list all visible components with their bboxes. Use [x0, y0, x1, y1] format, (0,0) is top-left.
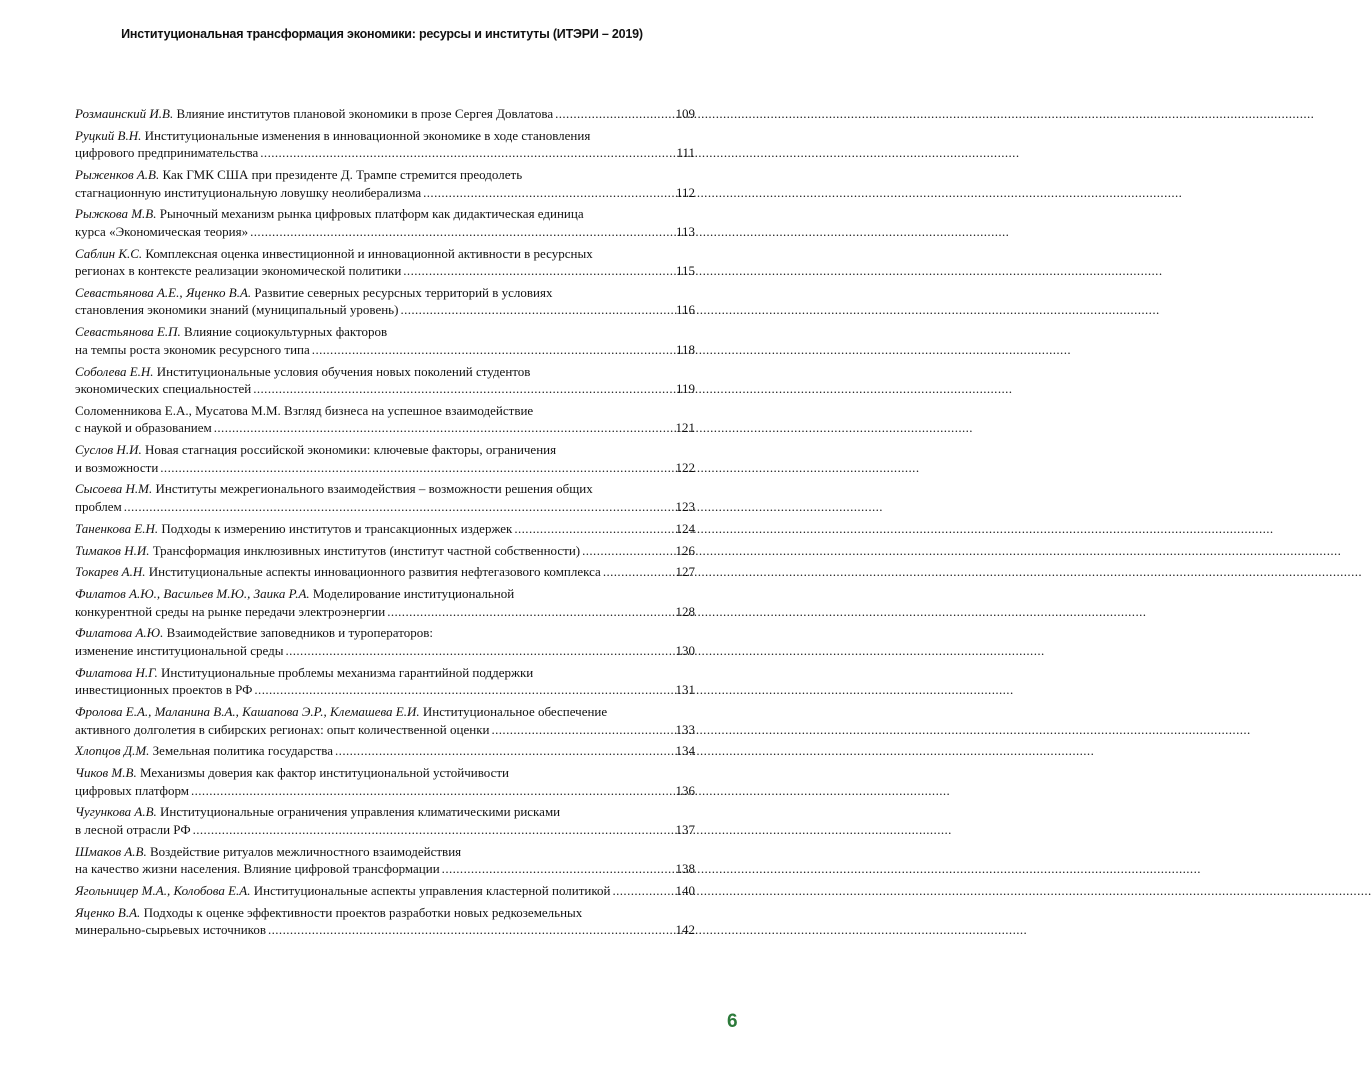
toc-entry-title: Подходы к оценке эффективности проектов разработки новых редкоземельных — [143, 904, 583, 920]
toc-entry-title: в лесной отрасли РФ — [75, 821, 191, 837]
toc-entry-authors: Ягольницер М.А., Колобова Е.А. — [75, 883, 251, 899]
toc-entry-title: Институциональные проблемы механизма гарантийной поддержки — [161, 664, 534, 680]
toc-entry-page: 121 — [675, 420, 695, 436]
toc-leader-dots — [253, 380, 671, 398]
toc-entry-title: Институциональные аспекты управления кластерной политикой — [253, 883, 611, 899]
toc-entry[interactable] — [75, 127, 695, 162]
toc-leader-dots — [214, 419, 671, 437]
toc-entry[interactable] — [75, 480, 695, 515]
toc-entry-title: Институциональные ограничения управления климатическими рисками — [160, 804, 561, 820]
toc-entry-page: 128 — [675, 603, 695, 619]
toc-entry[interactable] — [75, 624, 695, 659]
toc-leader-dots — [555, 105, 671, 123]
toc-entry-title: Институциональные изменения в инновационной экономике в ходе становления — [144, 127, 591, 143]
toc-entry[interactable] — [75, 105, 695, 123]
toc-leader-dots — [612, 882, 671, 900]
toc-leader-dots — [250, 223, 671, 241]
toc-entry-page: 122 — [675, 459, 695, 475]
toc-entry-authors: Сысоева Н.М. — [75, 481, 153, 497]
toc-entry-page: 137 — [675, 821, 695, 837]
toc-entry[interactable] — [75, 803, 695, 838]
toc-entry-title: цифрового предпринимательства — [75, 145, 259, 161]
toc-leader-dots — [160, 459, 671, 477]
toc-entry-title: Как ГМК США при президенте Д. Трампе стремится преодолеть — [162, 167, 523, 183]
toc-entry-title: минерально-сырьевых источников — [75, 922, 266, 938]
toc-entry-title: Рыночный механизм рынка цифровых платформ как дидактическая единица — [159, 206, 584, 222]
toc-entry-authors: Филатова Н.Г. — [75, 664, 158, 680]
toc-entry-page: 113 — [675, 223, 695, 239]
toc-entry-authors: Соболева Е.Н. — [75, 363, 154, 379]
toc-leader-dots — [514, 520, 671, 538]
toc-entry-authors: Саблин К.С. — [75, 245, 143, 261]
toc-entry-title: цифровых платформ — [75, 782, 189, 798]
toc-entry-title: стагнационную институциональную ловушку неолиберализма — [75, 184, 422, 200]
toc-entry-authors: Филатов А.Ю., Васильев М.Ю., Заика Р.А. — [75, 586, 310, 602]
toc-entry-page: 140 — [675, 883, 695, 899]
toc-leader-dots — [442, 860, 671, 878]
toc-entry-title: Взаимодействие заповедников и туроператоров: — [166, 625, 433, 641]
toc-entry[interactable] — [75, 323, 695, 358]
toc-entry-title: и возможности — [75, 459, 159, 475]
toc-entry-authors: Чиков М.В. — [75, 765, 137, 781]
toc-entry-title: становления экономики знаний (муниципальный уровень) — [75, 302, 399, 318]
toc-entry-page: 109 — [675, 106, 695, 121]
toc-entry-title: курса «Экономическая теория» — [75, 223, 249, 239]
toc-entry-authors: Шмаков А.В. — [75, 843, 147, 859]
page-number: 6 — [727, 1011, 738, 1032]
running-header: Институциональная трансформация экономики: ресурсы и институты (ИТЭРИ – 2019) — [121, 27, 643, 41]
toc-entry-title: инвестиционных проектов в РФ — [75, 682, 253, 698]
toc-entry[interactable] — [75, 205, 695, 240]
toc-entry-authors: Филатова А.Ю. — [75, 625, 164, 641]
toc-entry[interactable] — [75, 882, 695, 900]
toc-entry-page: 124 — [675, 520, 695, 536]
toc-leader-dots — [268, 921, 671, 939]
toc-entry-authors: Рыжкова М.В. — [75, 206, 157, 222]
toc-leader-dots — [191, 782, 671, 800]
toc-entry-title: Развитие северных ресурсных территорий в условиях — [254, 284, 553, 300]
toc-leader-dots — [254, 681, 671, 699]
toc-leader-dots — [423, 184, 671, 202]
toc-entry-page: 116 — [675, 302, 695, 318]
toc-leader-dots — [603, 563, 671, 581]
toc-entry-title: с наукой и образованием — [75, 420, 212, 436]
toc-entry-title: на темпы роста экономик ресурсного типа — [75, 341, 310, 357]
toc-entry-title: Воздействие ритуалов межличностного взаимодействия — [149, 843, 462, 859]
toc-leader-dots — [285, 642, 671, 660]
toc-entry-authors: Хлопцов Д.М. — [75, 743, 150, 759]
toc-entry-title: Институциональное обеспечение — [422, 704, 608, 720]
toc-entry-page: 126 — [675, 542, 695, 558]
toc-entry[interactable] — [75, 764, 695, 799]
toc-entry-title: Институциональные условия обучения новых поколений студентов — [156, 363, 531, 379]
toc-entry[interactable] — [75, 402, 695, 437]
toc-entry-title: Взгляд бизнеса на успешное взаимодействие — [284, 402, 534, 418]
toc-leader-dots — [403, 262, 671, 280]
toc-entry-title: Влияние институтов плановой экономики в прозе Сергея Довлатова — [176, 106, 554, 121]
toc-entry[interactable] — [75, 245, 695, 280]
toc-entry-title: регионах в контексте реализации экономической политики — [75, 263, 402, 279]
toc-entry-authors: Руцкий В.Н. — [75, 127, 142, 143]
toc-entry-title: конкурентной среды на рынке передачи электроэнергии — [75, 603, 386, 619]
toc-leader-dots — [491, 721, 671, 739]
toc-entry[interactable] — [75, 284, 695, 319]
toc-entry-authors: Суслов Н.И. — [75, 442, 142, 458]
toc-entry-page: 119 — [675, 381, 695, 397]
toc-entry[interactable] — [75, 664, 695, 699]
toc-leader-dots — [260, 144, 671, 162]
toc-entry-authors: Севастьянова А.Е., Яценко В.А. — [75, 284, 252, 300]
toc-entry-page: 133 — [675, 721, 695, 737]
toc-leader-dots — [400, 301, 671, 319]
toc-entry-authors: Севастьянова Е.П. — [75, 324, 181, 340]
toc-entry-authors: Токарев А.Н. — [75, 564, 146, 580]
toc-leader-dots — [312, 341, 671, 359]
toc-entry-authors: Яценко В.А. — [75, 904, 141, 920]
toc-entry[interactable] — [75, 585, 695, 620]
toc-entry-title: Земельная политика государства — [152, 743, 334, 759]
toc-leader-dots — [124, 498, 671, 516]
toc-entry-page: 130 — [675, 642, 695, 658]
toc-entry[interactable] — [75, 904, 695, 939]
toc-entry-title: Моделирование институциональной — [312, 586, 515, 602]
toc-entry-page: 118 — [675, 341, 695, 357]
toc-entry-title: проблем — [75, 498, 122, 514]
toc-entry-page: 131 — [675, 682, 695, 698]
toc-entry-authors: Фролова Е.А., Маланина В.А., Кашапова Э.Р., Клемашева Е.И. — [75, 704, 420, 720]
toc-entry[interactable] — [75, 843, 695, 878]
toc-entry-page: 138 — [675, 861, 695, 877]
toc-entry[interactable] — [75, 563, 695, 581]
toc-entry-page: 111 — [676, 145, 695, 161]
table-of-contents — [75, 105, 695, 943]
toc-entry-authors: Рыженков А.В. — [75, 167, 160, 183]
toc-entry-title: Механизмы доверия как фактор институциональной устойчивости — [139, 765, 509, 781]
toc-entry-title: Новая стагнация российской экономики: ключевые факторы, ограничения — [144, 442, 557, 458]
toc-entry-title: активного долголетия в сибирских регионах: опыт количественной оценки — [75, 721, 490, 737]
toc-entry-page: 134 — [675, 743, 695, 759]
toc-entry-authors: Таненкова Е.Н. — [75, 520, 159, 536]
toc-leader-dots — [387, 603, 671, 621]
toc-leader-dots — [582, 542, 671, 560]
toc-leader-dots — [193, 821, 671, 839]
toc-entry-title: изменение институциональной среды — [75, 642, 284, 658]
toc-entry-authors: Соломенникова Е.А., Мусатова М.М. — [75, 402, 281, 418]
toc-entry[interactable] — [75, 441, 695, 476]
toc-entry-title: Институты межрегионального взаимодействия – возможности решения общих — [155, 481, 593, 497]
toc-entry-title: Подходы к измерению институтов и трансакционных издержек — [161, 520, 513, 536]
toc-entry[interactable] — [75, 363, 695, 398]
toc-entry-title: Институциональные аспекты инновационного развития нефтегазового комплекса — [148, 564, 601, 580]
toc-entry-page: 127 — [675, 564, 695, 580]
toc-entry-authors: Чугункова А.В. — [75, 804, 157, 820]
toc-entry[interactable] — [75, 742, 695, 760]
toc-entry-page: 112 — [675, 184, 695, 200]
toc-entry[interactable] — [75, 542, 695, 560]
toc-entry-title: экономических специальностей — [75, 381, 252, 397]
toc-entry-page: 142 — [675, 922, 695, 938]
toc-entry-page: 123 — [675, 498, 695, 514]
toc-entry-title: Комплексная оценка инвестиционной и инновационной активности в ресурсных — [145, 245, 593, 261]
toc-entry-authors: Розмаинский И.В. — [75, 106, 174, 121]
toc-entry-authors: Тимаков Н.И. — [75, 542, 150, 558]
toc-entry-title: Трансформация инклюзивных институтов (институт частной собственности) — [152, 542, 581, 558]
toc-entry[interactable] — [75, 520, 695, 538]
toc-entry[interactable] — [75, 166, 695, 201]
toc-entry-page: 115 — [675, 263, 695, 279]
toc-entry[interactable] — [75, 703, 695, 738]
toc-leader-dots — [335, 742, 671, 760]
toc-entry-title: на качество жизни населения. Влияние цифровой трансформации — [75, 861, 440, 877]
toc-entry-page: 136 — [675, 782, 695, 798]
toc-entry-title: Влияние социокультурных факторов — [184, 324, 388, 340]
